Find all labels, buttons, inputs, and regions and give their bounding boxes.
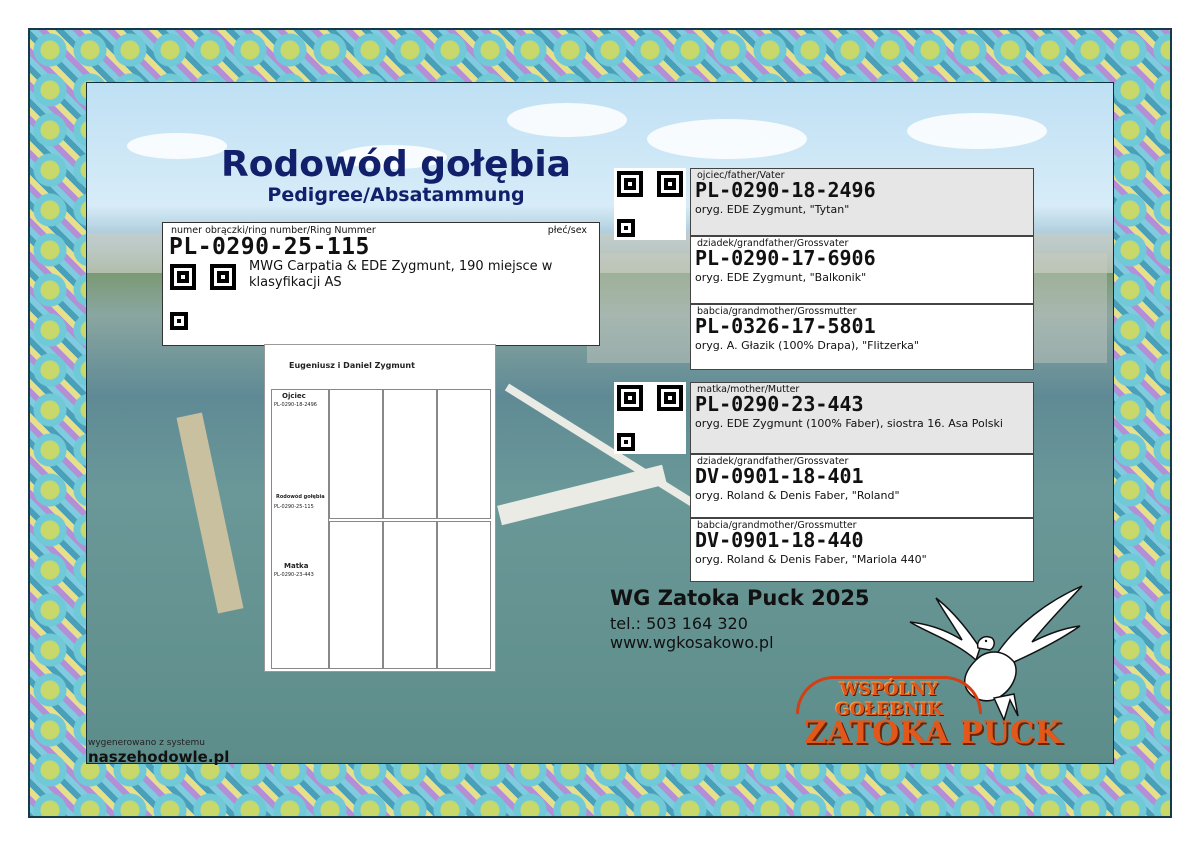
maternal-grandmother-card xyxy=(690,518,1034,582)
paternal-grandfather-ring-number: PL-0290-17-6906 xyxy=(695,246,876,270)
club-name: WG Zatoka Puck 2025 xyxy=(610,586,870,610)
logo-bottom-text: ZATOKA PUCK xyxy=(804,715,1062,751)
maternal-grandfather-label: dziadek/grandfather/Grossvater xyxy=(697,456,849,467)
paternal-grandmother-card xyxy=(690,304,1034,370)
maternal-grandfather-card xyxy=(690,454,1034,518)
thumbnail-father-ring: PL-0290-18-2496 xyxy=(274,402,317,408)
mother-description: oryg. EDE Zygmunt (100% Faber), siostra 16. Asa Polski xyxy=(695,417,1003,430)
maternal-grandfather-description: oryg. Roland & Denis Faber, "Roland" xyxy=(695,489,900,502)
ring-number-label: numer obrączki/ring number/Ring Nummer xyxy=(171,225,376,236)
thumbnail-bird-ring: PL-0290-25-115 xyxy=(274,504,314,510)
thumbnail-column-grandparents-top xyxy=(329,389,383,519)
thumbnail-column-great-top xyxy=(383,389,437,519)
bird-ring-number: PL-0290-25-115 xyxy=(169,234,370,260)
father-qr-code-icon[interactable] xyxy=(614,168,686,240)
paternal-grandfather-label: dziadek/grandfather/Grossvater xyxy=(697,238,849,249)
paternal-grandfather-description: oryg. EDE Zygmunt, "Balkonik" xyxy=(695,271,867,284)
sex-label: płeć/sex xyxy=(547,225,587,236)
thumbnail-father-label: Ojciec xyxy=(282,392,306,400)
thumbnail-column-gg-bottom xyxy=(437,521,491,669)
thumbnail-header: Eugeniusz i Daniel Zygmunt xyxy=(289,361,415,370)
club-website-link[interactable]: www.wgkosakowo.pl xyxy=(610,633,774,652)
logo-top-text: WSPÓLNY GOŁĘBNIK xyxy=(835,680,943,720)
club-info xyxy=(610,586,870,652)
maternal-grandmother-label: babcia/grandmother/Grossmutter xyxy=(697,520,857,531)
bird-qr-code-icon[interactable] xyxy=(167,261,239,333)
mother-ring-number: PL-0290-23-443 xyxy=(695,392,864,416)
bird-description: MWG Carpatia & EDE Zygmunt, 190 miejsce w klasyfikacji AS xyxy=(249,259,553,290)
paternal-grandmother-description: oryg. A. Głazik (100% Drapa), "Flitzerka" xyxy=(695,339,919,352)
maternal-grandmother-ring-number: DV-0901-18-440 xyxy=(695,528,864,552)
mother-label: matka/mother/Mutter xyxy=(697,384,800,395)
paternal-grandfather-card xyxy=(690,236,1034,304)
mother-card xyxy=(690,382,1034,454)
generator-brand[interactable]: naszehodowle.pl xyxy=(88,748,230,766)
thumbnail-column-great-bottom xyxy=(383,521,437,669)
thumbnail-column-gg-top xyxy=(437,389,491,519)
generator-note: wygenerowano z systemu xyxy=(88,738,205,748)
page-title: Rodowód gołębia xyxy=(221,144,571,185)
father-label: ojciec/father/Vater xyxy=(697,170,785,181)
bird-card xyxy=(162,222,600,346)
father-description: oryg. EDE Zygmunt, "Tytan" xyxy=(695,203,850,216)
club-phone: tel.: 503 164 320 xyxy=(610,614,748,633)
pedigree-thumbnail[interactable] xyxy=(264,344,496,672)
paternal-grandmother-ring-number: PL-0326-17-5801 xyxy=(695,314,876,338)
page-subtitle: Pedigree/Absatammung xyxy=(267,184,525,206)
thumbnail-mother-ring: PL-0290-23-443 xyxy=(274,572,314,578)
thumbnail-column-bird xyxy=(271,389,329,669)
paternal-grandmother-label: babcia/grandmother/Grossmutter xyxy=(697,306,857,317)
father-ring-number: PL-0290-18-2496 xyxy=(695,178,876,202)
thumbnail-column-grandparents-bottom xyxy=(329,521,383,669)
father-card xyxy=(690,168,1034,236)
mother-qr-code-icon[interactable] xyxy=(614,382,686,454)
thumbnail-mother-label: Matka xyxy=(284,562,309,570)
thumbnail-bird-label: Rodowód gołębia xyxy=(276,494,325,500)
maternal-grandfather-ring-number: DV-0901-18-401 xyxy=(695,464,864,488)
maternal-grandmother-description: oryg. Roland & Denis Faber, "Mariola 440" xyxy=(695,553,927,566)
